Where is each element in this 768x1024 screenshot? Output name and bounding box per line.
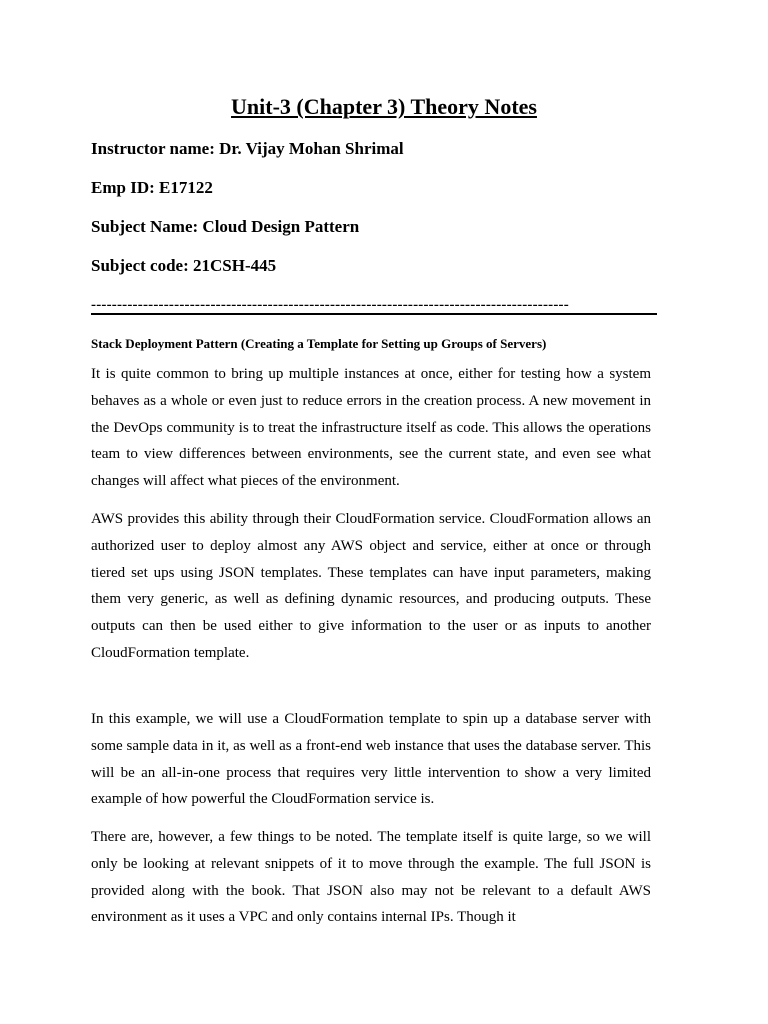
horizontal-rule: [91, 313, 657, 315]
paragraph-4: There are, however, a few things to be noted. The template itself is quite large, so we will only be looking at relevant snippets of it to move through the example. The full JSON is provided along with the book. That JSON also may not be relevant to a default AWS environment as it uses a VPC and only contains internal IPs. Though it: [91, 829, 651, 926]
emp-id-line: Emp ID: E17122: [91, 178, 213, 197]
subject-name-line: Subject Name: Cloud Design Pattern: [91, 217, 360, 236]
paragraph-3: In this example, we will use a CloudFormation template to spin up a database server with some sample data in it, as well as a front-end web instance that uses the database server. This will be an all-in-one process that requires very little intervention to show a very limited example of how powerful the CloudFormation service is.: [91, 711, 651, 808]
instructor-line: Instructor name: Dr. Vijay Mohan Shrimal: [91, 139, 404, 158]
page-title: Unit-3 (Chapter 3) Theory Notes: [231, 94, 537, 119]
section-heading: Stack Deployment Pattern (Creating a Template for Setting up Groups of Servers): [91, 336, 547, 351]
dashed-separator: --------------------------------------------------------------------------------------------: [91, 297, 569, 313]
paragraph-1: It is quite common to bring up multiple instances at once, either for testing how a system behaves as a whole or even just to reduce errors in the creation process. A new movement in the DevOps community is to treat the infrastructure itself as code. This allows the operations team to view differences between environments, see the current state, and even see what changes will affect what pieces of the environment.: [91, 366, 651, 490]
subject-code-line: Subject code: 21CSH-445: [91, 256, 277, 275]
paragraph-2: AWS provides this ability through their CloudFormation service. CloudFormation allows an authorized user to deploy almost any AWS object and service, either at once or through tiered set ups using JSON templates. These templates can have input parameters, making them very generic, as well as defining dynamic resources, and producing outputs. These outputs can then be used either to give information to the user or as inputs to another CloudFormation template.: [91, 511, 651, 661]
